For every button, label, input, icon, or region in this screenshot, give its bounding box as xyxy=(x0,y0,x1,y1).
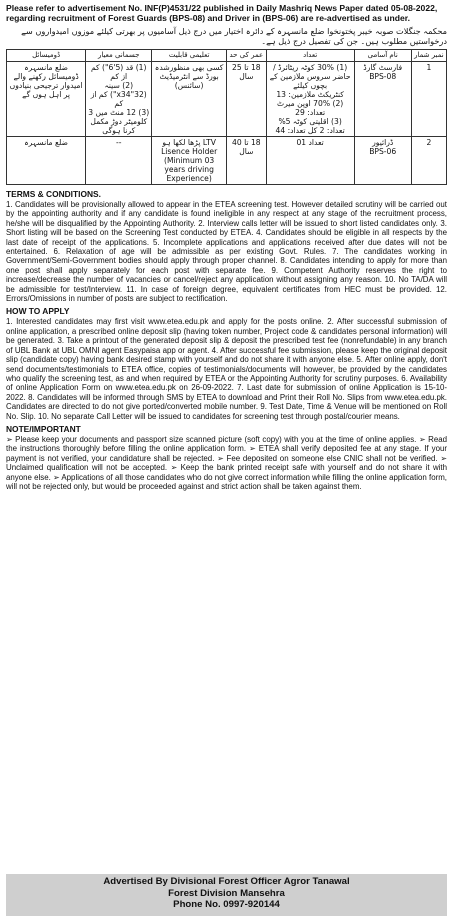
table-row xyxy=(7,137,447,185)
row2-post xyxy=(354,137,411,185)
footer-line-2: Forest Division Mansehra xyxy=(168,887,285,899)
row1-quota xyxy=(266,62,354,137)
terms-text: 1. Candidates will be provisionally allowed to appear in the ETEA screening test. However detailed scrutiny will be carried out by the appointing authority and if any candidate is found ineligible in any respect at any stage of the recruitment process, he/she will be disqualified by the Appointing Authority. 2. Interview calls letter will be issued to short listed candidates only. 3. Short listing will be based on the Screening Test conducted by ETEA. 4. Candidates should be eligible in all respects by the last date of receipt of the applications. 5. Incomplete applications and applications received after due dates will not be entertained. 6. Relaxation of age will be admissible as per existing Govt. Rules. 7. The candidates working in Government/Semi-Government bodies should apply through proper channel. 8. Candidates intending to apply for more than one post shall apply separately for each post with separate fee. 9. Competent Authority reserves the right to increase/decrease the number of vacancies or cancel/reject any application without assigning any reason. 10. No TA/DA will be admissible for test/Interview. 11. In case of foreign degree, equivalent certificates from HEC must be provided. 12. Errors/Omissions in number of posts are subject to rectification. xyxy=(6,200,447,304)
header-domicile: ڈومیسائل xyxy=(7,50,86,62)
row2-physical: -- xyxy=(86,137,152,185)
row1-post-bps: BPS-08 xyxy=(369,72,397,81)
row2-post-bps: BPS-06 xyxy=(369,147,397,156)
posts-table xyxy=(6,49,447,185)
intro-urdu: محکمہ جنگلات صوبہ خیبر پختونخوا ضلع مانسہرہ کے دائرہ اختیار میں درج ذیل آسامیوں پر بھرتی کیلئے موزوں امیدواروں سے درخواستیں مطلوب ہیں۔ جن کی تفصیل درج ذیل ہے۔ xyxy=(21,26,447,46)
footer-line-3: Phone No. 0997-920144 xyxy=(173,899,280,910)
row1-domicile: ضلع مانسہرہ ڈومیسائل رکھنے والے امیدوار ترجیحی بنیادوں پر اہل ہوں گے xyxy=(7,62,86,137)
row1-quota-4: (3) اقلیتی کوٹہ 5% تعداد: 2 کل تعداد: 44 xyxy=(275,117,345,135)
row1-post-name: فارسٹ گارڈ xyxy=(363,63,403,72)
row2-education: پڑھا لکھا ہو LTV Lisence Holder (Minimum 03 years driving Experience) xyxy=(152,137,227,185)
table-row xyxy=(7,62,447,137)
row1-post xyxy=(354,62,411,137)
intro-english: Please refer to advertisement No. INF(P)4531/22 published in Daily Mashriq News Paper dated 05-08-2022, regarding recruitment of Forest Guards (BPS-08) and Driver in (BPS-06) are re-advertised as under. xyxy=(6,3,438,23)
header-post: نام آسامی xyxy=(354,50,411,62)
row2-quota: تعداد 01 xyxy=(266,137,354,185)
header-physical: جسمانی معیار xyxy=(86,50,152,62)
footer-line-1: Advertised By Divisional Forest Officer Agror Tanawal xyxy=(103,876,350,887)
row1-sno: 1 xyxy=(411,62,446,137)
row1-education: کسی بھی منظورشدہ بورڈ سے انٹرمیڈیٹ (سائنس) xyxy=(152,62,227,137)
row1-physical-2: (2) سینہ (32"x34") کم از کم xyxy=(90,81,147,108)
advertiser-footer xyxy=(6,874,447,916)
row2-domicile: ضلع مانسہرہ xyxy=(7,137,86,185)
terms-title: TERMS & CONDITIONS. xyxy=(6,189,101,199)
row1-physical-3: (3) 12 منٹ میں 3 کلومیٹر دوڑ مکمل کرنا ہوگی xyxy=(88,108,150,135)
apply-text: 1. Interested candidates may first visit www.etea.edu.pk and apply for the posts online. 2. After successful submission of online application, a prescribed online deposit slip (having token number, Project code & candidates personal information) will be generated. 3. Take a printout of the generated deposit slip & deposit the prescribed test fee (nonrefundable) in any branch of UBL Bank at UBL OMNI agent Easypaisa app or agent. 4. After successful fee submission, please keep the original deposit slip (candidate copy) having bank desired stamp with yourself and do not share it with anyone else. 5. After online apply, don't send documents/testimonials to ETEA office, copies of testimonials/documents will however, be provided by the candidates who qualify the screening test, as and when required by ETEA or the Appointing Authority for scrutiny purposes. 6. Availability of online Application Form on www.etea.edu.pk on 26-09-2022. 7. Last date for submission of online Application is 15-10-2022. 8. Candidates will be informed through SMS by ETEA to download and Print their Roll No. Slips from www.etea.edu.pk. Candidates are directed to do not give ported/converted mobile number. 9. Test Date, Time & Venue will be mentioned on Roll No. Slip. 10. No separate Call Letter will be issued to candidates for screening test through postal/courier means. xyxy=(6,317,447,421)
header-quota: تعداد xyxy=(266,50,354,62)
row1-physical-1: (1) قد (5'6") کم از کم xyxy=(90,63,147,81)
header-education: تعلیمی قابلیت xyxy=(152,50,227,62)
apply-title: HOW TO APPLY xyxy=(6,306,70,317)
note-text: ➢ Please keep your documents and passport size scanned picture (soft copy) with you at the time of online applies. ➢ Read the instructions thoroughly before filling the online application form. ➢ ETEA shall verify deposited fee at any stage. If your payment is not verified, your candidature shall be rejected. ➢ Fee deposited on someone else CNIC shall not be verified. ➢ Unclaimed qualification will not be accepted. ➢ Keep the bank printed receipt safe with yourself and do not share it with anyone else. ➢ Applications of all those candidates who do not give correct information while filling the online application form, will not be rejected only, but would be proceeded against and strict action shall be taken against them. xyxy=(6,434,447,491)
row2-sno: 2 xyxy=(411,137,446,185)
row1-quota-2: کنٹریکٹ ملازمین: 13 xyxy=(276,90,344,99)
row2-age: 18 تا 40 سال xyxy=(227,137,267,185)
row2-post-name: ڈرائیور xyxy=(372,138,394,147)
table-header-row xyxy=(7,50,447,62)
header-age: عمر کی حد xyxy=(227,50,267,62)
row1-quota-1: (1) 30% کوٹہ ریٹائرڈ / حاضر سروس ملازمین کے بچوں کیلئے xyxy=(269,63,351,90)
header-sno: نمبر شمار xyxy=(411,50,446,62)
row1-age: 18 تا 25 سال xyxy=(227,62,267,137)
note-title: NOTE/IMPORTANT xyxy=(6,423,81,434)
row1-quota-3: (2) 70% اوپن میرٹ تعداد: 29 xyxy=(276,99,344,117)
row1-physical xyxy=(86,62,152,137)
